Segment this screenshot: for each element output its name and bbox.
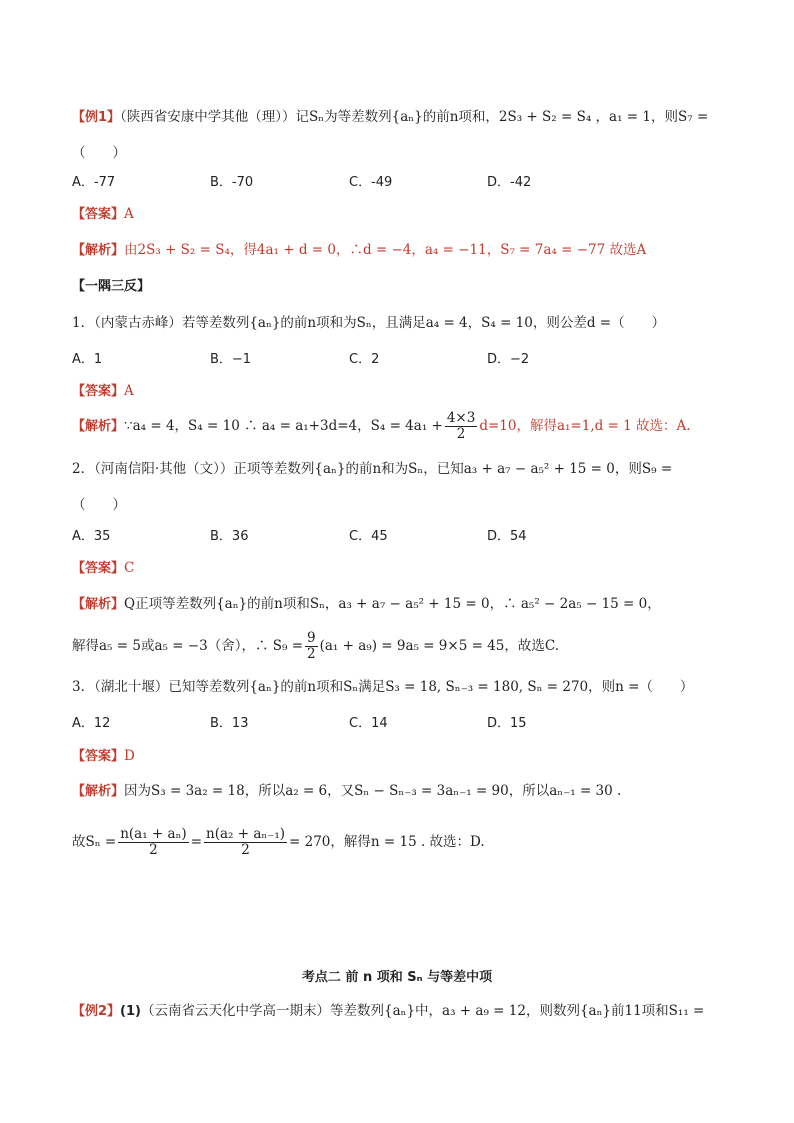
example1-answer: A (124, 206, 134, 222)
q3-question: 3．（湖北十堰）已知等差数列{aₙ}的前n项和Sₙ满足S₃ = 18, Sₙ₋₃ = 180, Sₙ = 270，则n =（ ） (72, 679, 694, 695)
q3-fraction-1 (118, 827, 188, 858)
example1-answer-line (72, 204, 134, 225)
q3-fraction-2 (204, 827, 287, 858)
q2-option-b: B．36 (210, 529, 249, 544)
q3-option-d: D．15 (487, 716, 527, 731)
example1-question: （陕西省安康中学其他（理））记Sₙ为等差数列{aₙ}的前n项和，2S₃ + S₂ = S₄ ，a₁ = 1，则S₇ = (120, 109, 709, 125)
q2-question: 2．（河南信阳·其他（文））正项等差数列{aₙ}的前n和为Sₙ，已知a₃ + a₇ − a₅² + 15 = 0，则S₉ = (72, 461, 673, 477)
example2-line (72, 1001, 704, 1022)
q3-frac2-num: n(a₂ + aₙ₋₁) (206, 826, 286, 842)
q2-frac-den: 2 (307, 646, 316, 662)
q2-analysis-tag: 【解析】 (72, 597, 125, 612)
q1-analysis-b: d=10，解得a₁=1,d = 1 故选：A. (479, 418, 691, 434)
example1-option-a: A．-77 (72, 175, 116, 190)
q2-analysis-line2-b: (a₁ + a₉) = 9a₅ = 9×5 = 45，故选C. (319, 638, 559, 654)
q2-option-c: C．45 (349, 529, 388, 544)
q3-answer-line (72, 746, 135, 767)
q3-analysis-line2 (72, 822, 485, 862)
q3-frac1-den: 2 (149, 842, 158, 858)
example2-tag: 【例2】 (72, 1004, 121, 1019)
q3-analysis-line2-a: 故Sₙ = (72, 834, 117, 850)
q3-option-b: B．13 (210, 716, 249, 731)
q2-frac-num: 9 (307, 630, 316, 646)
example1-analysis: 由2S₃ + S₂ = S₄，得4a₁ + d = 0，∴d = −4，a₄ = −11，S₇ = 7a₄ = −77 故选A (124, 242, 647, 258)
example1-tag: 【例1】 (72, 110, 121, 125)
example1-option-d: D．-42 (487, 175, 532, 190)
q3-option-c: C．14 (349, 716, 388, 731)
q2-option-a: A．35 (72, 529, 111, 544)
section2-title: 考点二 前 n 项和 Sₙ 与等差中项 (301, 970, 493, 985)
q3-equals: = (190, 834, 202, 850)
q1-analysis-a: ∵a₄ = 4，S₄ = 10 ∴ a₄ = a₁+3d=4，S₄ = 4a₁ + (124, 418, 443, 434)
example1-option-c: C．-49 (349, 175, 393, 190)
q2-answer: C (124, 560, 135, 576)
q3-analysis-line1-text: 因为S₃ = 3a₂ = 18，所以a₂ = 6，又Sₙ − Sₙ₋₃ = 3aₙ₋₁ = 90，所以aₙ₋₁ = 30 . (124, 783, 622, 799)
q1-analysis-line (72, 408, 691, 445)
example1-analysis-tag: 【解析】 (72, 243, 125, 258)
q2-analysis-line2 (72, 628, 559, 664)
example1-option-b: B．-70 (210, 175, 254, 190)
q1-answer: A (124, 383, 134, 399)
example1-analysis-line (72, 240, 646, 261)
q1-option-c: C．2 (349, 352, 380, 367)
q1-analysis-tag: 【解析】 (72, 419, 125, 434)
q1-option-d: D．−2 (487, 352, 530, 367)
q2-analysis-line1-text: Q正项等差数列{aₙ}的前n项和Sₙ，a₃ + a₇ − a₅² + 15 = 0，∴ a₅² − 2a₅ − 15 = 0， (124, 596, 661, 612)
q1-frac-num: 4×3 (446, 410, 476, 426)
q3-analysis-tag: 【解析】 (72, 784, 125, 799)
example1-answer-tag: 【答案】 (72, 207, 125, 222)
q2-answer-line (72, 558, 134, 579)
q2-option-d: D．54 (487, 529, 527, 544)
q3-option-a: A．12 (72, 716, 111, 731)
q2-paren: （ ） (72, 497, 126, 513)
q3-answer-tag: 【答案】 (72, 749, 125, 764)
q1-answer-line (72, 381, 134, 402)
q2-fraction (305, 631, 318, 662)
q1-fraction (445, 411, 478, 442)
q3-analysis-line2-b: = 270，解得n = 15 . 故选：D. (289, 834, 485, 850)
section-title: 【一隅三反】 (72, 279, 151, 294)
q3-analysis-line1 (72, 781, 621, 802)
example1-question-line (72, 107, 708, 128)
q3-answer: D (124, 748, 135, 764)
q2-answer-tag: 【答案】 (72, 561, 125, 576)
q3-frac1-num: n(a₁ + aₙ) (120, 826, 187, 842)
example1-paren: （ ） (72, 145, 126, 161)
q3-frac2-den: 2 (241, 842, 250, 858)
q2-analysis-line2-a: 解得a₅ = 5或a₅ = −3（舍），∴ S₉ = (72, 638, 304, 654)
example2-question: （云南省云天化中学高一期末）等差数列{aₙ}中，a₃ + a₉ = 12，则数列{aₙ}前11项和S₁₁ = (140, 1003, 705, 1019)
example2-part: (1) (120, 1004, 141, 1019)
q1-option-a: A．1 (72, 352, 103, 367)
q1-frac-den: 2 (456, 426, 466, 442)
q1-question: 1．（内蒙古赤峰）若等差数列{aₙ}的前n项和为Sₙ，且满足a₄ = 4，S₄ = 10，则公差d =（ ） (72, 315, 666, 331)
q1-option-b: B．−1 (210, 352, 252, 367)
q1-answer-tag: 【答案】 (72, 384, 125, 399)
q2-analysis-line1 (72, 594, 661, 615)
